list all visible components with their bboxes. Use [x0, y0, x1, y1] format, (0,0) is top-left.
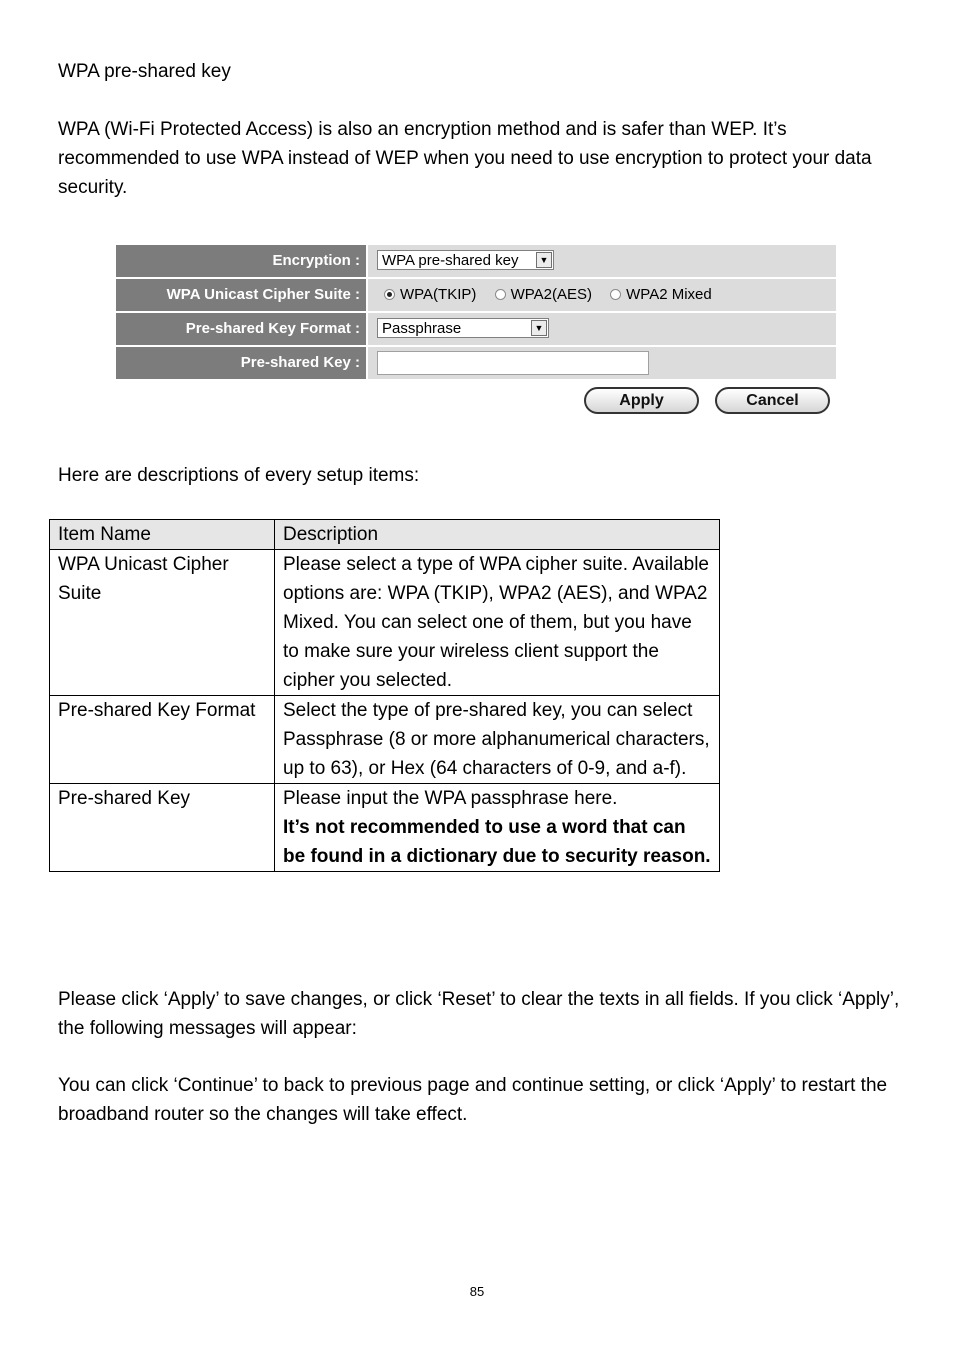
page-number: 85	[469, 1284, 485, 1299]
apply-button[interactable]: Apply	[584, 387, 699, 414]
table-cell-description	[275, 784, 720, 872]
apply-instructions: Please click ‘Apply’ to save changes, or click ‘Reset’ to clear the texts in all fields. If you click ‘Apply’, the following messages will appear:	[58, 989, 900, 1039]
key-label: Pre-shared Key :	[116, 347, 366, 379]
cipher-option-label: WPA2(AES)	[510, 286, 592, 303]
key-format-value-cell	[368, 313, 836, 345]
table-row	[50, 550, 720, 696]
cipher-label: WPA Unicast Cipher Suite :	[116, 279, 366, 311]
cipher-value-cell	[368, 279, 836, 311]
continue-instructions: You can click ‘Continue’ to back to previous page and continue setting, or click ‘Apply’ to restart the broadband router so the changes will take effect.	[58, 1075, 888, 1125]
key-format-row	[116, 313, 836, 345]
descriptions-intro: Here are descriptions of every setup items:	[58, 465, 420, 486]
chevron-down-icon[interactable]: ▼	[531, 320, 547, 336]
table-cell-description: Please select a type of WPA cipher suite. Available options are: WPA (TKIP), WPA2 (AES), and WPA2 Mixed. You can select one of them, but you have to make sure your wireless client support the cipher you selected.	[275, 550, 720, 696]
cipher-option-tkip[interactable]	[384, 286, 476, 303]
section-heading: WPA pre-shared key	[58, 61, 231, 82]
chevron-down-icon[interactable]: ▼	[536, 252, 552, 268]
description-text: Please input the WPA passphrase here.	[283, 788, 618, 809]
radio-selected-icon[interactable]	[384, 289, 395, 300]
radio-icon[interactable]	[610, 289, 621, 300]
table-cell-name: Pre-shared Key Format	[50, 696, 275, 784]
cipher-option-aes[interactable]	[495, 286, 592, 303]
key-row	[116, 347, 836, 379]
encryption-row	[116, 245, 836, 277]
intro-paragraph: WPA (Wi-Fi Protected Access) is also an encryption method and is safer than WEP. It’s recommended to use WPA instead of WEP when you need to use encryption to protect your data security.	[58, 119, 872, 198]
key-value-cell	[368, 347, 836, 379]
warning-text: It’s not recommended to use a word that can be found in a dictionary due to security reason.	[283, 817, 711, 867]
table-cell-description: Select the type of pre-shared key, you can select Passphrase (8 or more alphanumerical characters, up to 63), or Hex (64 characters of 0-9, and a-f).	[275, 696, 720, 784]
cipher-option-label: WPA(TKIP)	[400, 286, 477, 303]
encryption-label: Encryption :	[116, 245, 366, 277]
table-header-item-name: Item Name	[50, 520, 275, 550]
key-format-select-value: Passphrase	[382, 320, 462, 337]
cipher-radio-group	[384, 286, 726, 304]
key-format-label: Pre-shared Key Format :	[116, 313, 366, 345]
encryption-select-value: WPA pre-shared key	[382, 252, 519, 269]
table-header-description: Description	[275, 520, 720, 550]
preshared-key-input[interactable]	[377, 351, 649, 375]
table-cell-name: WPA Unicast Cipher Suite	[50, 550, 275, 696]
cipher-option-mixed[interactable]	[610, 286, 712, 303]
cancel-button[interactable]: Cancel	[715, 387, 830, 414]
key-format-select[interactable]	[377, 318, 549, 338]
cipher-row	[116, 279, 836, 311]
table-row	[50, 784, 720, 872]
settings-panel	[116, 245, 836, 381]
description-table	[49, 519, 720, 872]
table-header-row	[50, 520, 720, 550]
radio-icon[interactable]	[495, 289, 506, 300]
encryption-select[interactable]	[377, 250, 554, 270]
cipher-option-label: WPA2 Mixed	[626, 286, 712, 303]
table-cell-name: Pre-shared Key	[50, 784, 275, 872]
table-row	[50, 696, 720, 784]
encryption-value-cell	[368, 245, 836, 277]
